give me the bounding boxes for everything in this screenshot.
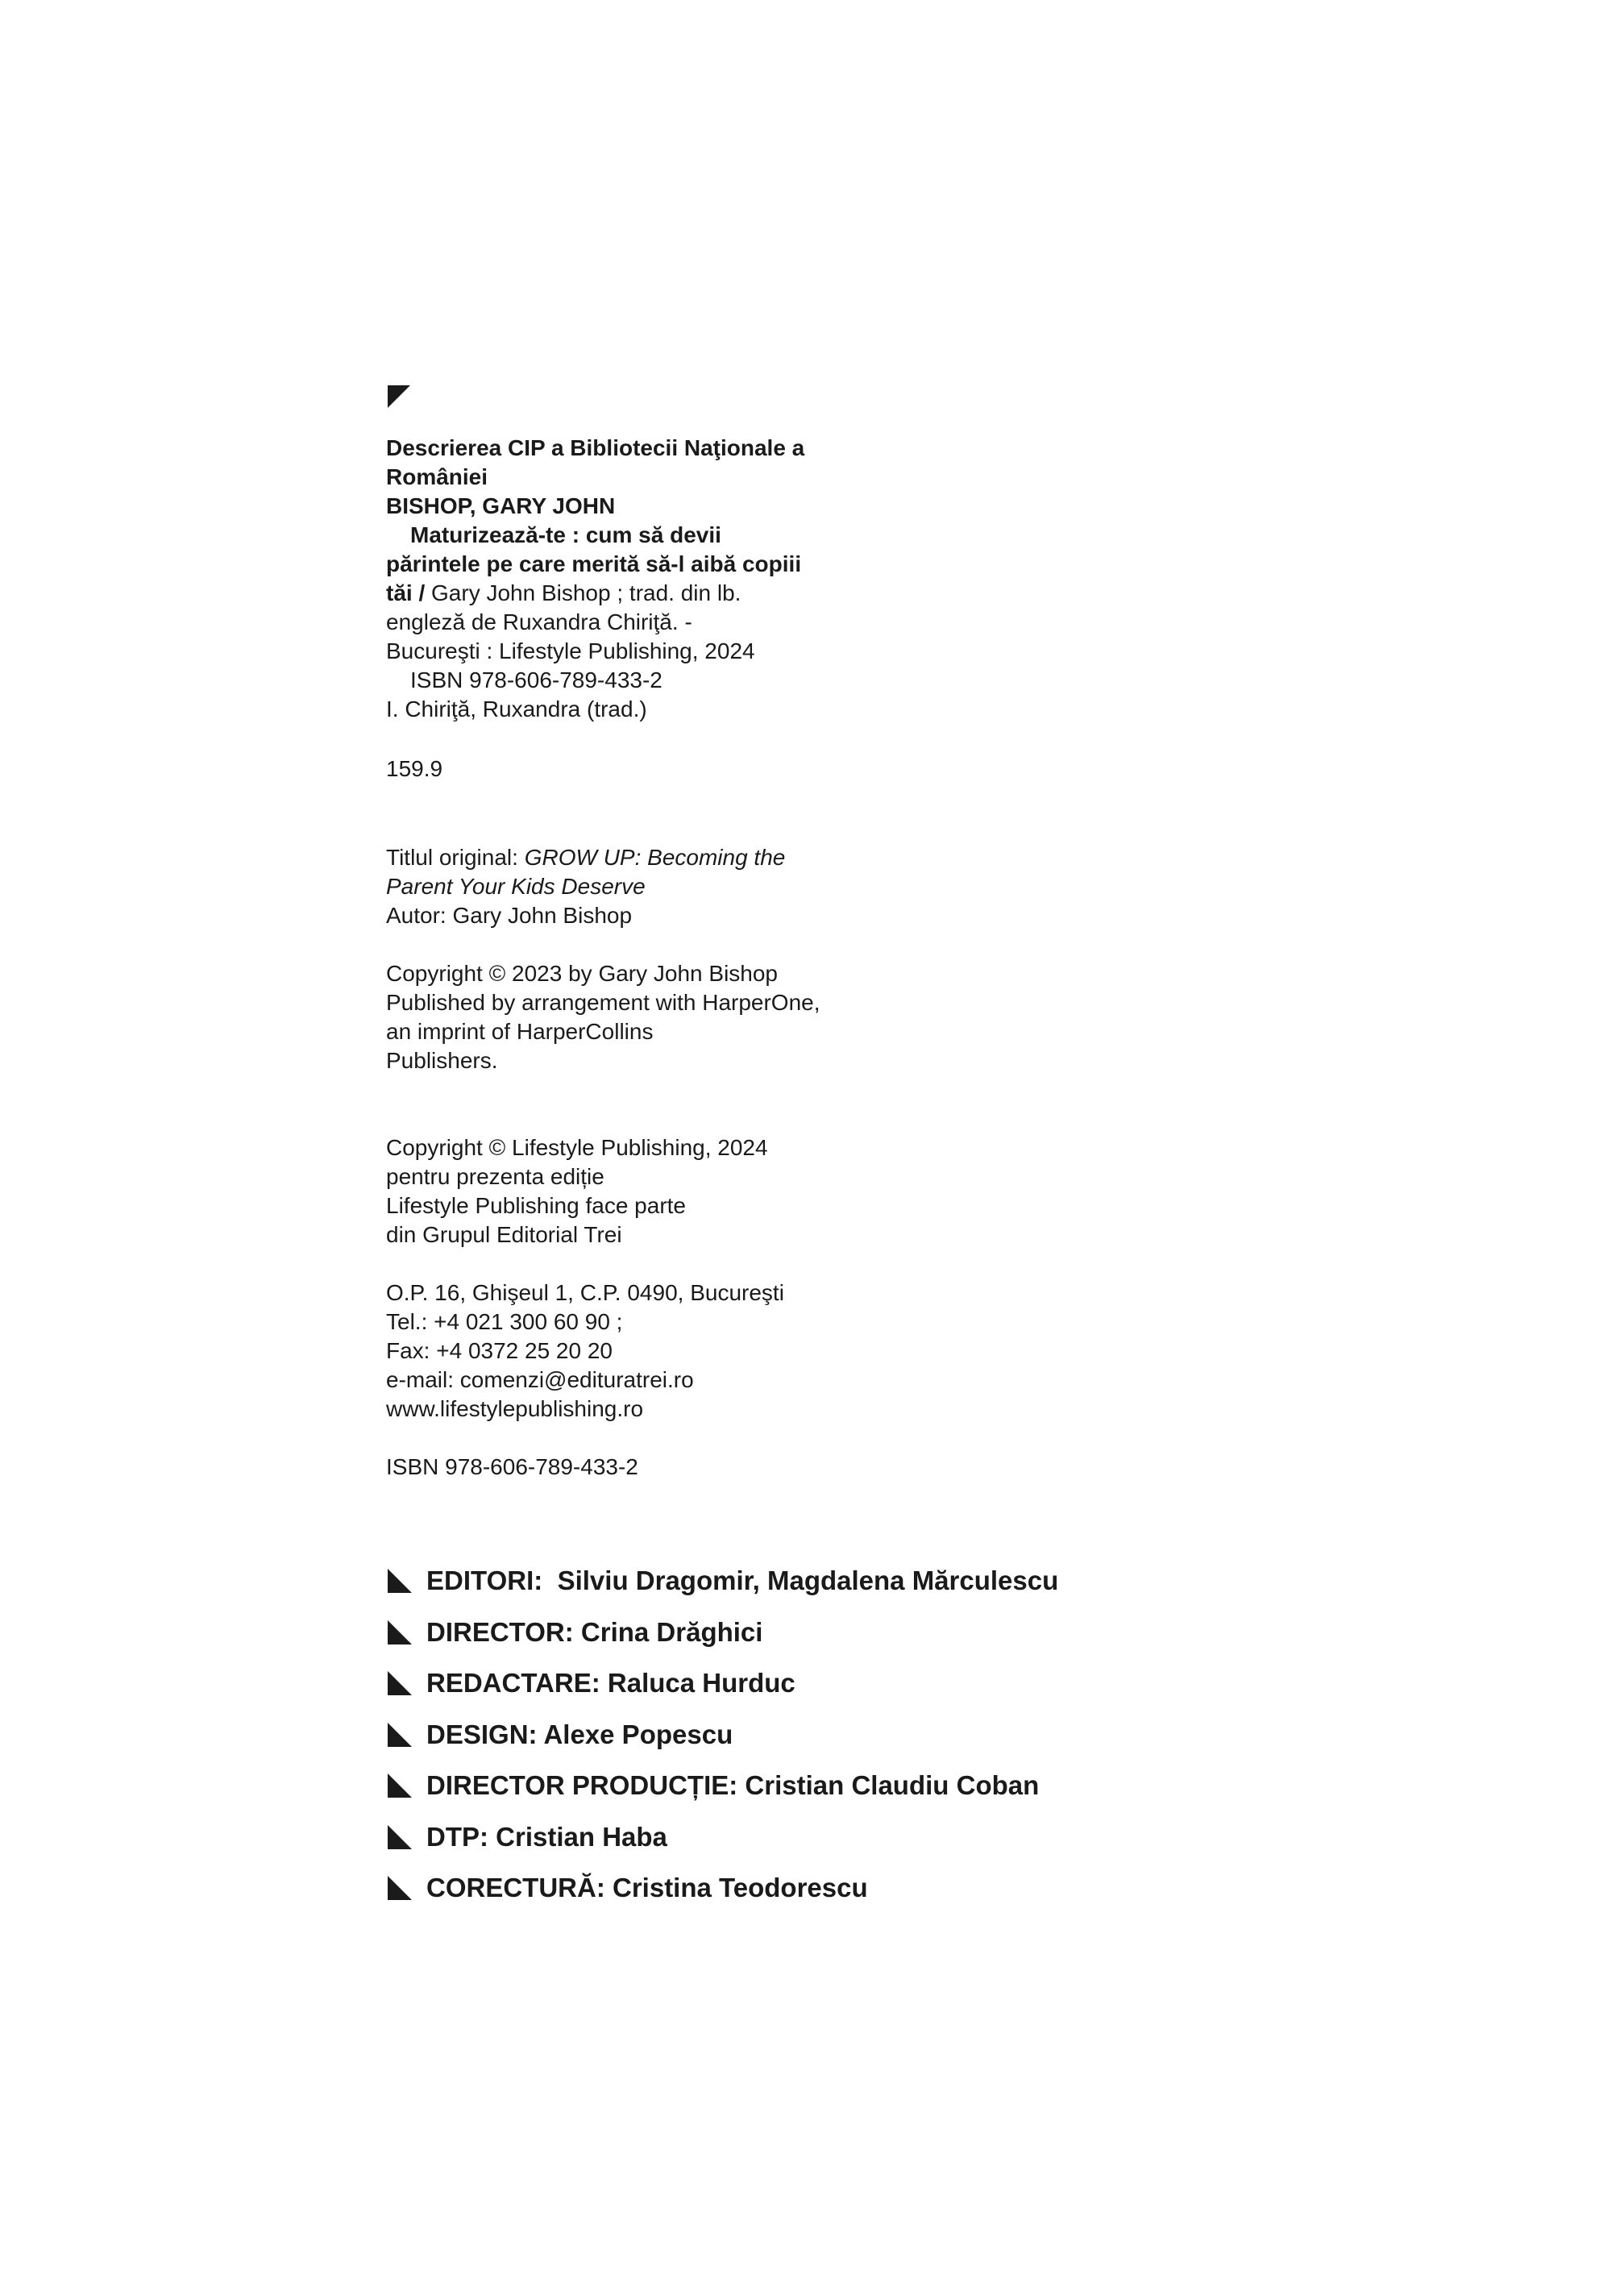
copyright-original-line: an imprint of HarperCollins <box>386 1019 654 1044</box>
cip-title-line2: părintele pe care merită să-l aibă copiii <box>386 551 802 576</box>
credit-value: Alexe Popescu <box>537 1719 733 1749</box>
original-author: Autor: Gary John Bishop <box>386 903 633 928</box>
copyright-edition-line: Copyright © Lifestyle Publishing, 2024 <box>386 1135 768 1160</box>
copyright-edition-line: Lifestyle Publishing face parte <box>386 1193 686 1218</box>
cip-translation-line: engleză de Ruxandra Chiriţă. - <box>386 609 692 634</box>
copyright-edition-block <box>386 1133 768 1249</box>
credit-label: CORECTURĂ: <box>426 1873 605 1902</box>
cip-title-line1: Maturizează-te : cum să devii <box>410 522 721 547</box>
credit-production-director <box>388 1769 1058 1802</box>
credit-design <box>388 1718 1058 1752</box>
triangle-bullet-icon <box>388 1671 412 1695</box>
email-address: e-mail: comenzi@edituratrei.ro <box>386 1367 694 1392</box>
credits-list <box>388 1564 1058 1923</box>
copyright-edition-line: pentru prezenta ediție <box>386 1164 604 1189</box>
cip-description <box>386 434 804 724</box>
credit-value: Crina Drăghici <box>573 1616 763 1647</box>
copyright-original-block <box>386 959 820 1075</box>
triangle-bullet-icon <box>388 1569 412 1593</box>
triangle-bullet-icon <box>388 1876 412 1900</box>
triangle-bullet-icon <box>388 1773 412 1798</box>
cip-isbn: ISBN 978-606-789-433-2 <box>410 667 662 692</box>
credit-value: Raluca Hurduc <box>600 1668 795 1698</box>
cip-title-line3 <box>386 579 804 608</box>
original-title-text-line1: GROW UP: Becoming the <box>524 845 786 870</box>
isbn-number: ISBN 978-606-789-433-2 <box>386 1454 638 1479</box>
copyright-original-line: Published by arrangement with HarperOne, <box>386 990 820 1015</box>
copyright-original-line: Copyright © 2023 by Gary John Bishop <box>386 961 779 986</box>
credit-label: EDITORI: <box>426 1565 543 1595</box>
postal-address: O.P. 16, Ghişeul 1, C.P. 0490, Bucureşti <box>386 1280 784 1305</box>
credit-editors <box>388 1564 1058 1598</box>
triangle-bullet-icon <box>388 1825 412 1849</box>
credit-director <box>388 1615 1058 1649</box>
credit-label: DTP: <box>426 1821 488 1852</box>
corner-triangle-icon <box>388 385 410 408</box>
triangle-bullet-icon <box>388 1620 412 1644</box>
credit-dtp <box>388 1820 1058 1854</box>
cip-heading-line1: Descrierea CIP a Bibliotecii Naţionale a <box>386 435 805 460</box>
cip-title-line3-bold: tăi / <box>386 580 426 605</box>
credit-proofreading <box>388 1871 1058 1905</box>
credit-label: DESIGN: <box>426 1719 538 1749</box>
original-title-text-line2: Parent Your Kids Deserve <box>386 874 646 899</box>
credit-label: REDACTARE: <box>426 1668 600 1698</box>
classification-number: 159.9 <box>386 756 443 781</box>
phone-number: Tel.: +4 021 300 60 90 ; <box>386 1309 623 1334</box>
credit-value: Silviu Dragomir, Magdalena Mărculescu <box>542 1565 1059 1595</box>
credit-label: DIRECTOR: <box>426 1616 574 1647</box>
credit-label: DIRECTOR PRODUCȚIE: <box>426 1770 738 1800</box>
publisher-contact-block <box>386 1279 784 1424</box>
cip-publisher-line: Bucureşti : Lifestyle Publishing, 2024 <box>386 638 755 663</box>
isbn-block <box>386 1453 638 1482</box>
credit-value: Cristina Teodorescu <box>604 1873 868 1902</box>
cip-author: BISHOP, GARY JOHN <box>386 493 616 518</box>
classification-block <box>386 755 442 784</box>
original-title-label: Titlul original: <box>386 845 525 870</box>
cip-translator: I. Chiriţă, Ruxandra (trad.) <box>386 696 647 721</box>
triangle-bullet-icon <box>388 1723 412 1747</box>
copyright-original-line: Publishers. <box>386 1048 498 1073</box>
credit-value: Cristian Haba <box>488 1821 667 1852</box>
credit-value: Cristian Claudiu Coban <box>737 1770 1040 1800</box>
copyright-edition-line: din Grupul Editorial Trei <box>386 1222 622 1247</box>
original-title-block <box>386 843 785 930</box>
cip-heading-line2: României <box>386 464 488 489</box>
cip-title-line3-rest: Gary John Bishop ; trad. din lb. <box>425 580 741 605</box>
original-title-line1 <box>386 843 785 872</box>
website-url: www.lifestylepublishing.ro <box>386 1396 644 1421</box>
credit-editing <box>388 1666 1058 1700</box>
fax-number: Fax: +4 0372 25 20 20 <box>386 1338 613 1363</box>
